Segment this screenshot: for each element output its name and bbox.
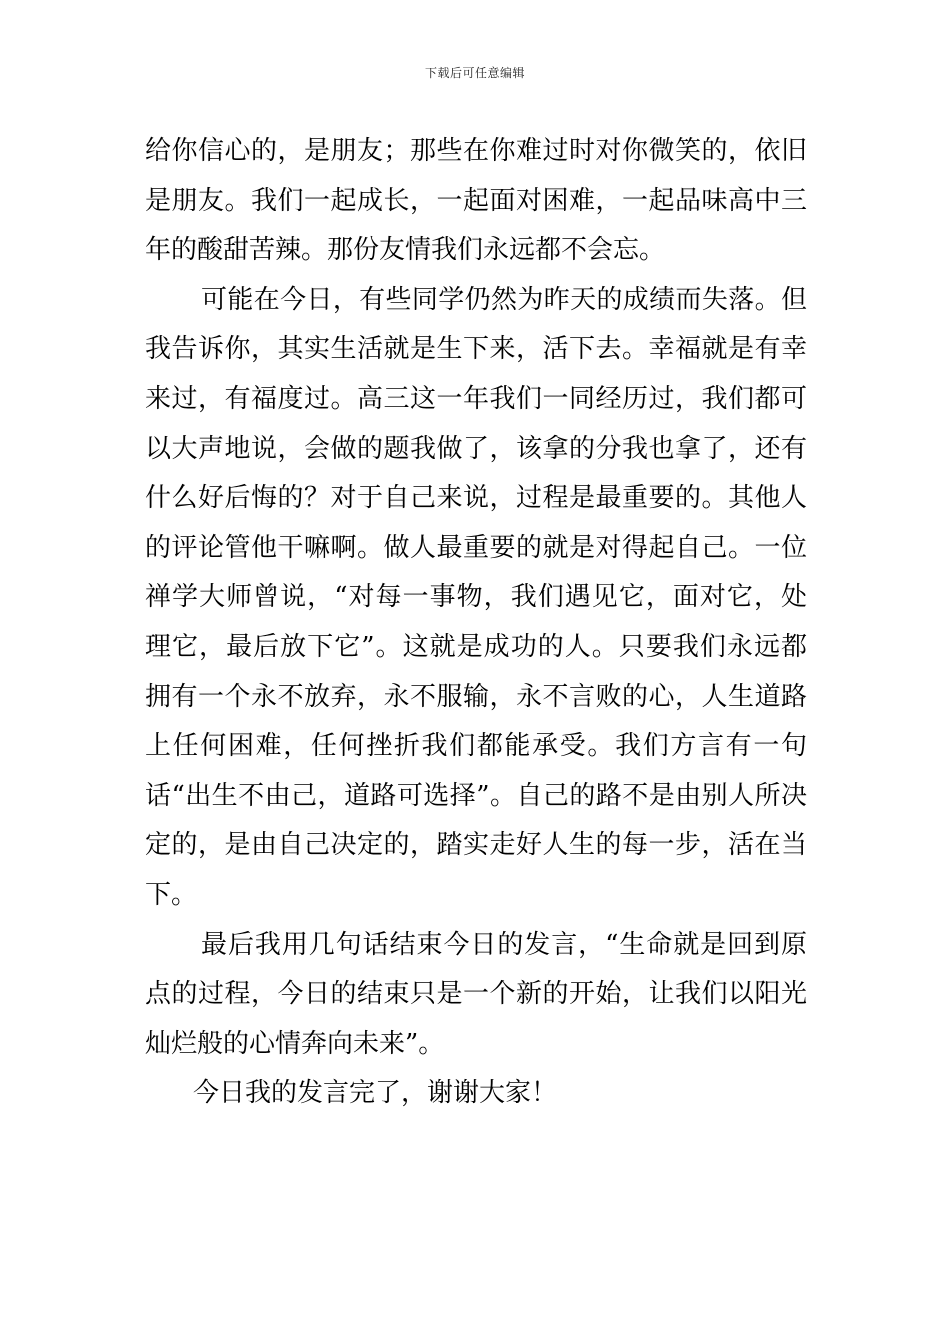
paragraph-1: 给你信心的，是朋友；那些在你难过时对你微笑的，依旧是朋友。我们一起成长，一起面对困难，一起品味高中三年的酸甜苦辣。那份友情我们永远都不会忘。 — [145, 136, 807, 266]
document-body — [145, 127, 807, 1119]
paragraph-2: 可能在今日，有些同学仍然为昨天的成绩而失落。但我告诉你，其实生活就是生下来，活下去。幸福就是有幸来过，有福度过。高三这一年我们一同经历过，我们都可以大声地说，会做的题我做了，该拿的分我也拿了，还有什么好后悔的？对于自己来说，过程是最重要的。其他人的评论管他干嘛啊。做人最重要的就是对得起自己。一位禅学大师曾说，“对每一事物，我们遇见它，面对它，处理它，最后放下它”。这就是成功的人。只要我们永远都拥有一个永不放弃，永不服输，永不言败的心，人生道路上任何困难，任何挫折我们都能承受。我们方言有一句话“出生不由己，道路可选择”。自己的路不是由别人所决定的，是由自己决定的，踏实走好人生的每一步，活在当下。 — [145, 284, 807, 910]
header-note: 下载后可任意编辑 — [424, 66, 525, 80]
paragraph-3: 最后我用几句话结束今日的发言，“生命就是回到原点的过程，今日的结束只是一个新的开始，让我们以阳光灿烂般的心情奔向未来”。 — [145, 929, 807, 1059]
paragraph-4: 今日我的发言完了，谢谢大家！ — [193, 1078, 558, 1109]
